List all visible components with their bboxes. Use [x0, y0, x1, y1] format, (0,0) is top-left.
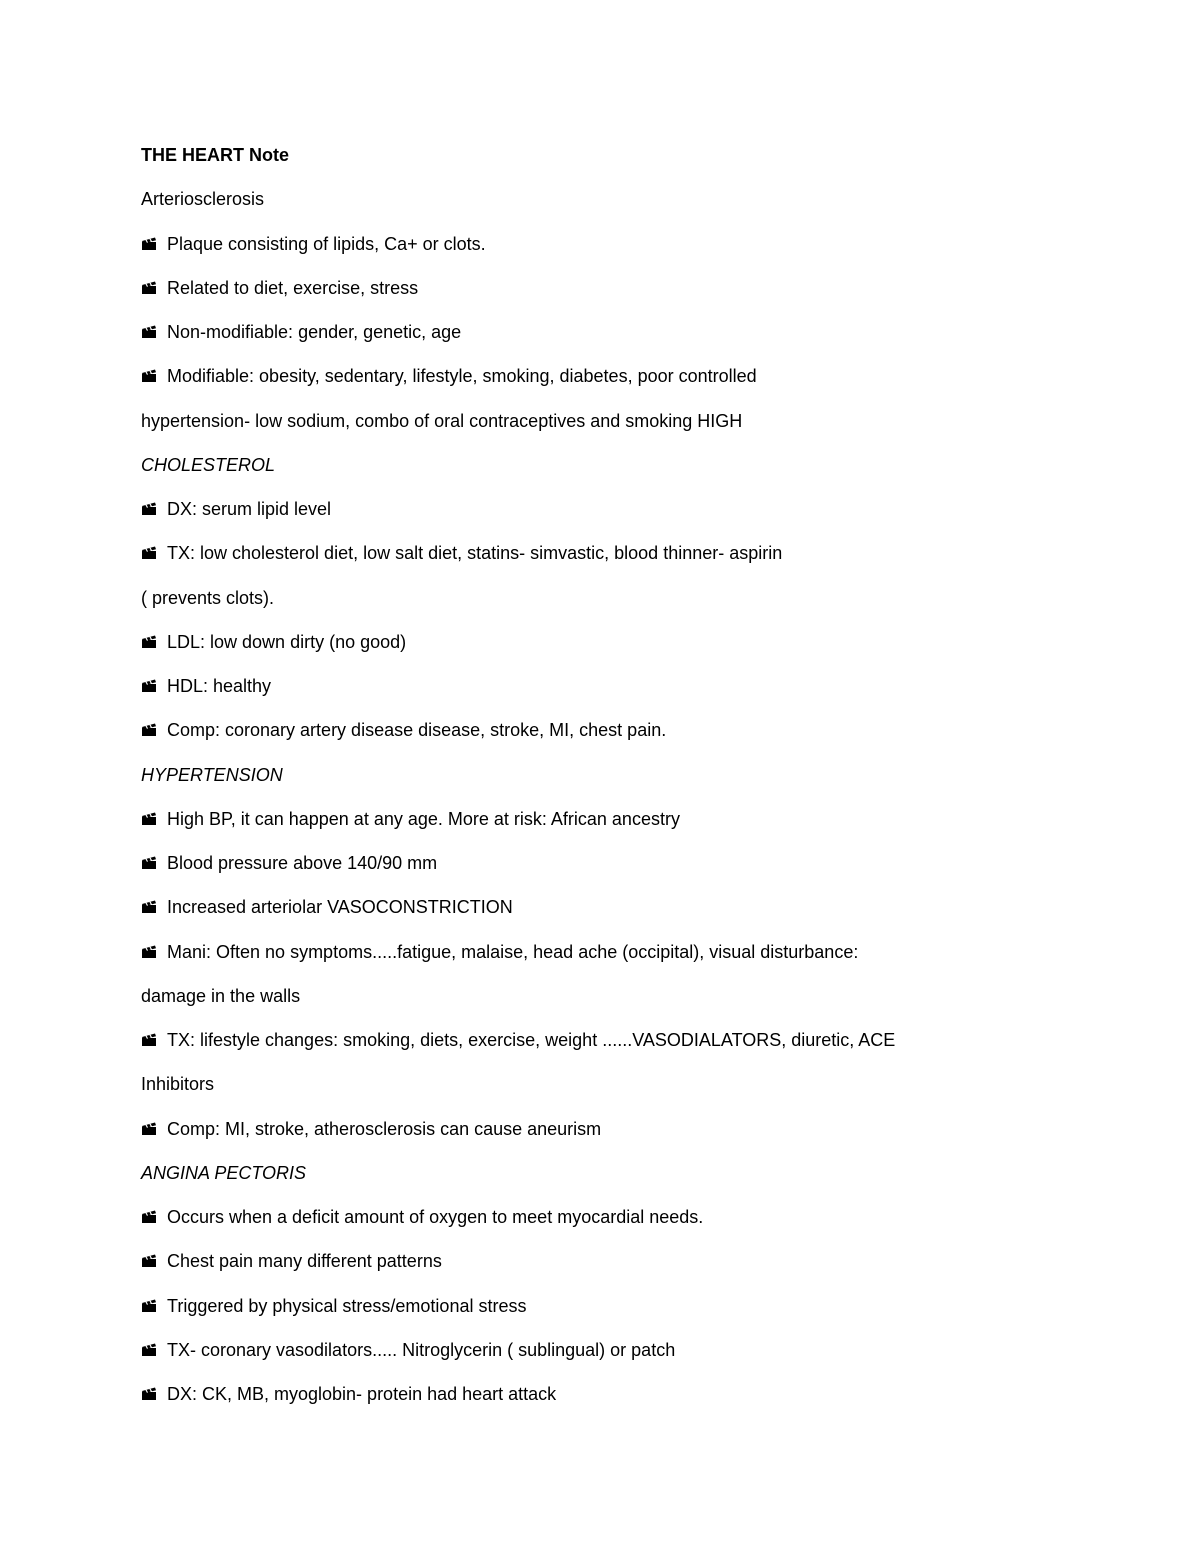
line-text: Triggered by physical stress/emotional stress — [167, 1295, 527, 1316]
clapperboard-icon — [141, 1299, 157, 1313]
clapperboard-icon — [141, 237, 157, 251]
text-line — [141, 981, 1081, 1025]
bullet-item — [141, 317, 1081, 361]
text-line — [141, 184, 1081, 228]
clapperboard-icon — [141, 546, 157, 560]
text-line — [141, 583, 1081, 627]
line-text: Plaque consisting of lipids, Ca+ or clots. — [167, 233, 486, 254]
clapperboard-icon — [141, 900, 157, 914]
line-text: Comp: MI, stroke, atherosclerosis can cause aneurism — [167, 1118, 602, 1139]
line-text: TX: lifestyle changes: smoking, diets, exercise, weight ......VASODIALATORS, diuretic, ACE — [167, 1030, 896, 1050]
line-text: Blood pressure above 140/90 mm — [167, 853, 438, 873]
bullet-item — [141, 229, 1081, 273]
clapperboard-icon — [141, 369, 157, 383]
line-text: Non-modifiable: gender, genetic, age — [167, 322, 462, 342]
clapperboard-icon — [141, 856, 157, 870]
document-body — [141, 140, 1081, 1423]
clapperboard-icon — [141, 945, 157, 959]
bullet-item — [141, 715, 1081, 759]
clapperboard-icon — [141, 679, 157, 693]
line-text: Related to diet, exercise, stress — [167, 277, 419, 298]
bullet-item — [141, 1335, 1081, 1379]
clapperboard-icon — [141, 1210, 157, 1224]
line-text: TX: low cholesterol diet, low salt diet, statins- simvastic, blood thinner- aspirin — [167, 543, 783, 564]
line-text: Inhibitors — [141, 1074, 215, 1095]
bullet-item — [141, 804, 1081, 848]
line-text: HDL: healthy — [167, 676, 272, 696]
line-text: Chest pain many different patterns — [167, 1251, 442, 1272]
text-line — [141, 1069, 1081, 1113]
line-text: ANGINA PECTORIS — [141, 1162, 307, 1183]
bullet-item — [141, 1202, 1081, 1246]
line-text: DX: CK, MB, myoglobin- protein had heart attack — [167, 1384, 557, 1404]
document-title-text: THE HEART Note — [141, 145, 289, 165]
bullet-item — [141, 361, 1081, 405]
line-text: TX- coronary vasodilators..... Nitroglycerin ( sublingual) or patch — [167, 1339, 676, 1360]
bullet-item — [141, 494, 1081, 538]
line-text: LDL: low down dirty (no good) — [167, 631, 407, 652]
document-title — [141, 140, 1081, 184]
clapperboard-icon — [141, 1254, 157, 1268]
line-text: Occurs when a deficit amount of oxygen to meet myocardial needs. — [167, 1207, 704, 1227]
clapperboard-icon — [141, 812, 157, 826]
clapperboard-icon — [141, 502, 157, 516]
clapperboard-icon — [141, 1033, 157, 1047]
line-text: Modifiable: obesity, sedentary, lifestyle, smoking, diabetes, poor controlled — [167, 366, 757, 387]
line-text: Increased arteriolar VASOCONSTRICTION — [167, 897, 513, 918]
section-heading — [141, 760, 1081, 804]
clapperboard-icon — [141, 723, 157, 737]
line-text: Comp: coronary artery disease disease, stroke, MI, chest pain. — [167, 720, 667, 741]
line-text: Arteriosclerosis — [141, 189, 265, 210]
clapperboard-icon — [141, 1387, 157, 1401]
line-text: DX: serum lipid level — [167, 499, 332, 519]
line-text: damage in the walls — [141, 985, 301, 1006]
bullet-item — [141, 892, 1081, 936]
line-text: High BP, it can happen at any age. More at risk: African ancestry — [167, 808, 680, 829]
bullet-item — [141, 1291, 1081, 1335]
clapperboard-icon — [141, 635, 157, 649]
clapperboard-icon — [141, 281, 157, 295]
clapperboard-icon — [141, 1122, 157, 1136]
bullet-item — [141, 937, 1081, 981]
section-heading — [141, 450, 1081, 494]
bullet-item — [141, 1379, 1081, 1423]
bullet-item — [141, 848, 1081, 892]
text-line — [141, 406, 1081, 450]
line-text: Mani: Often no symptoms.....fatigue, malaise, head ache (occipital), visual disturbance: — [167, 941, 859, 962]
bullet-item — [141, 1025, 1081, 1069]
line-text: ( prevents clots). — [141, 587, 275, 608]
clapperboard-icon — [141, 325, 157, 339]
bullet-item — [141, 538, 1081, 582]
line-text: hypertension- low sodium, combo of oral contraceptives and smoking HIGH — [141, 410, 743, 431]
bullet-item — [141, 671, 1081, 715]
line-text: CHOLESTEROL — [141, 454, 276, 475]
bullet-item — [141, 1114, 1081, 1158]
bullet-item — [141, 1246, 1081, 1290]
section-heading — [141, 1158, 1081, 1202]
bullet-item — [141, 273, 1081, 317]
clapperboard-icon — [141, 1343, 157, 1357]
line-text: HYPERTENSION — [141, 764, 283, 785]
bullet-item — [141, 627, 1081, 671]
